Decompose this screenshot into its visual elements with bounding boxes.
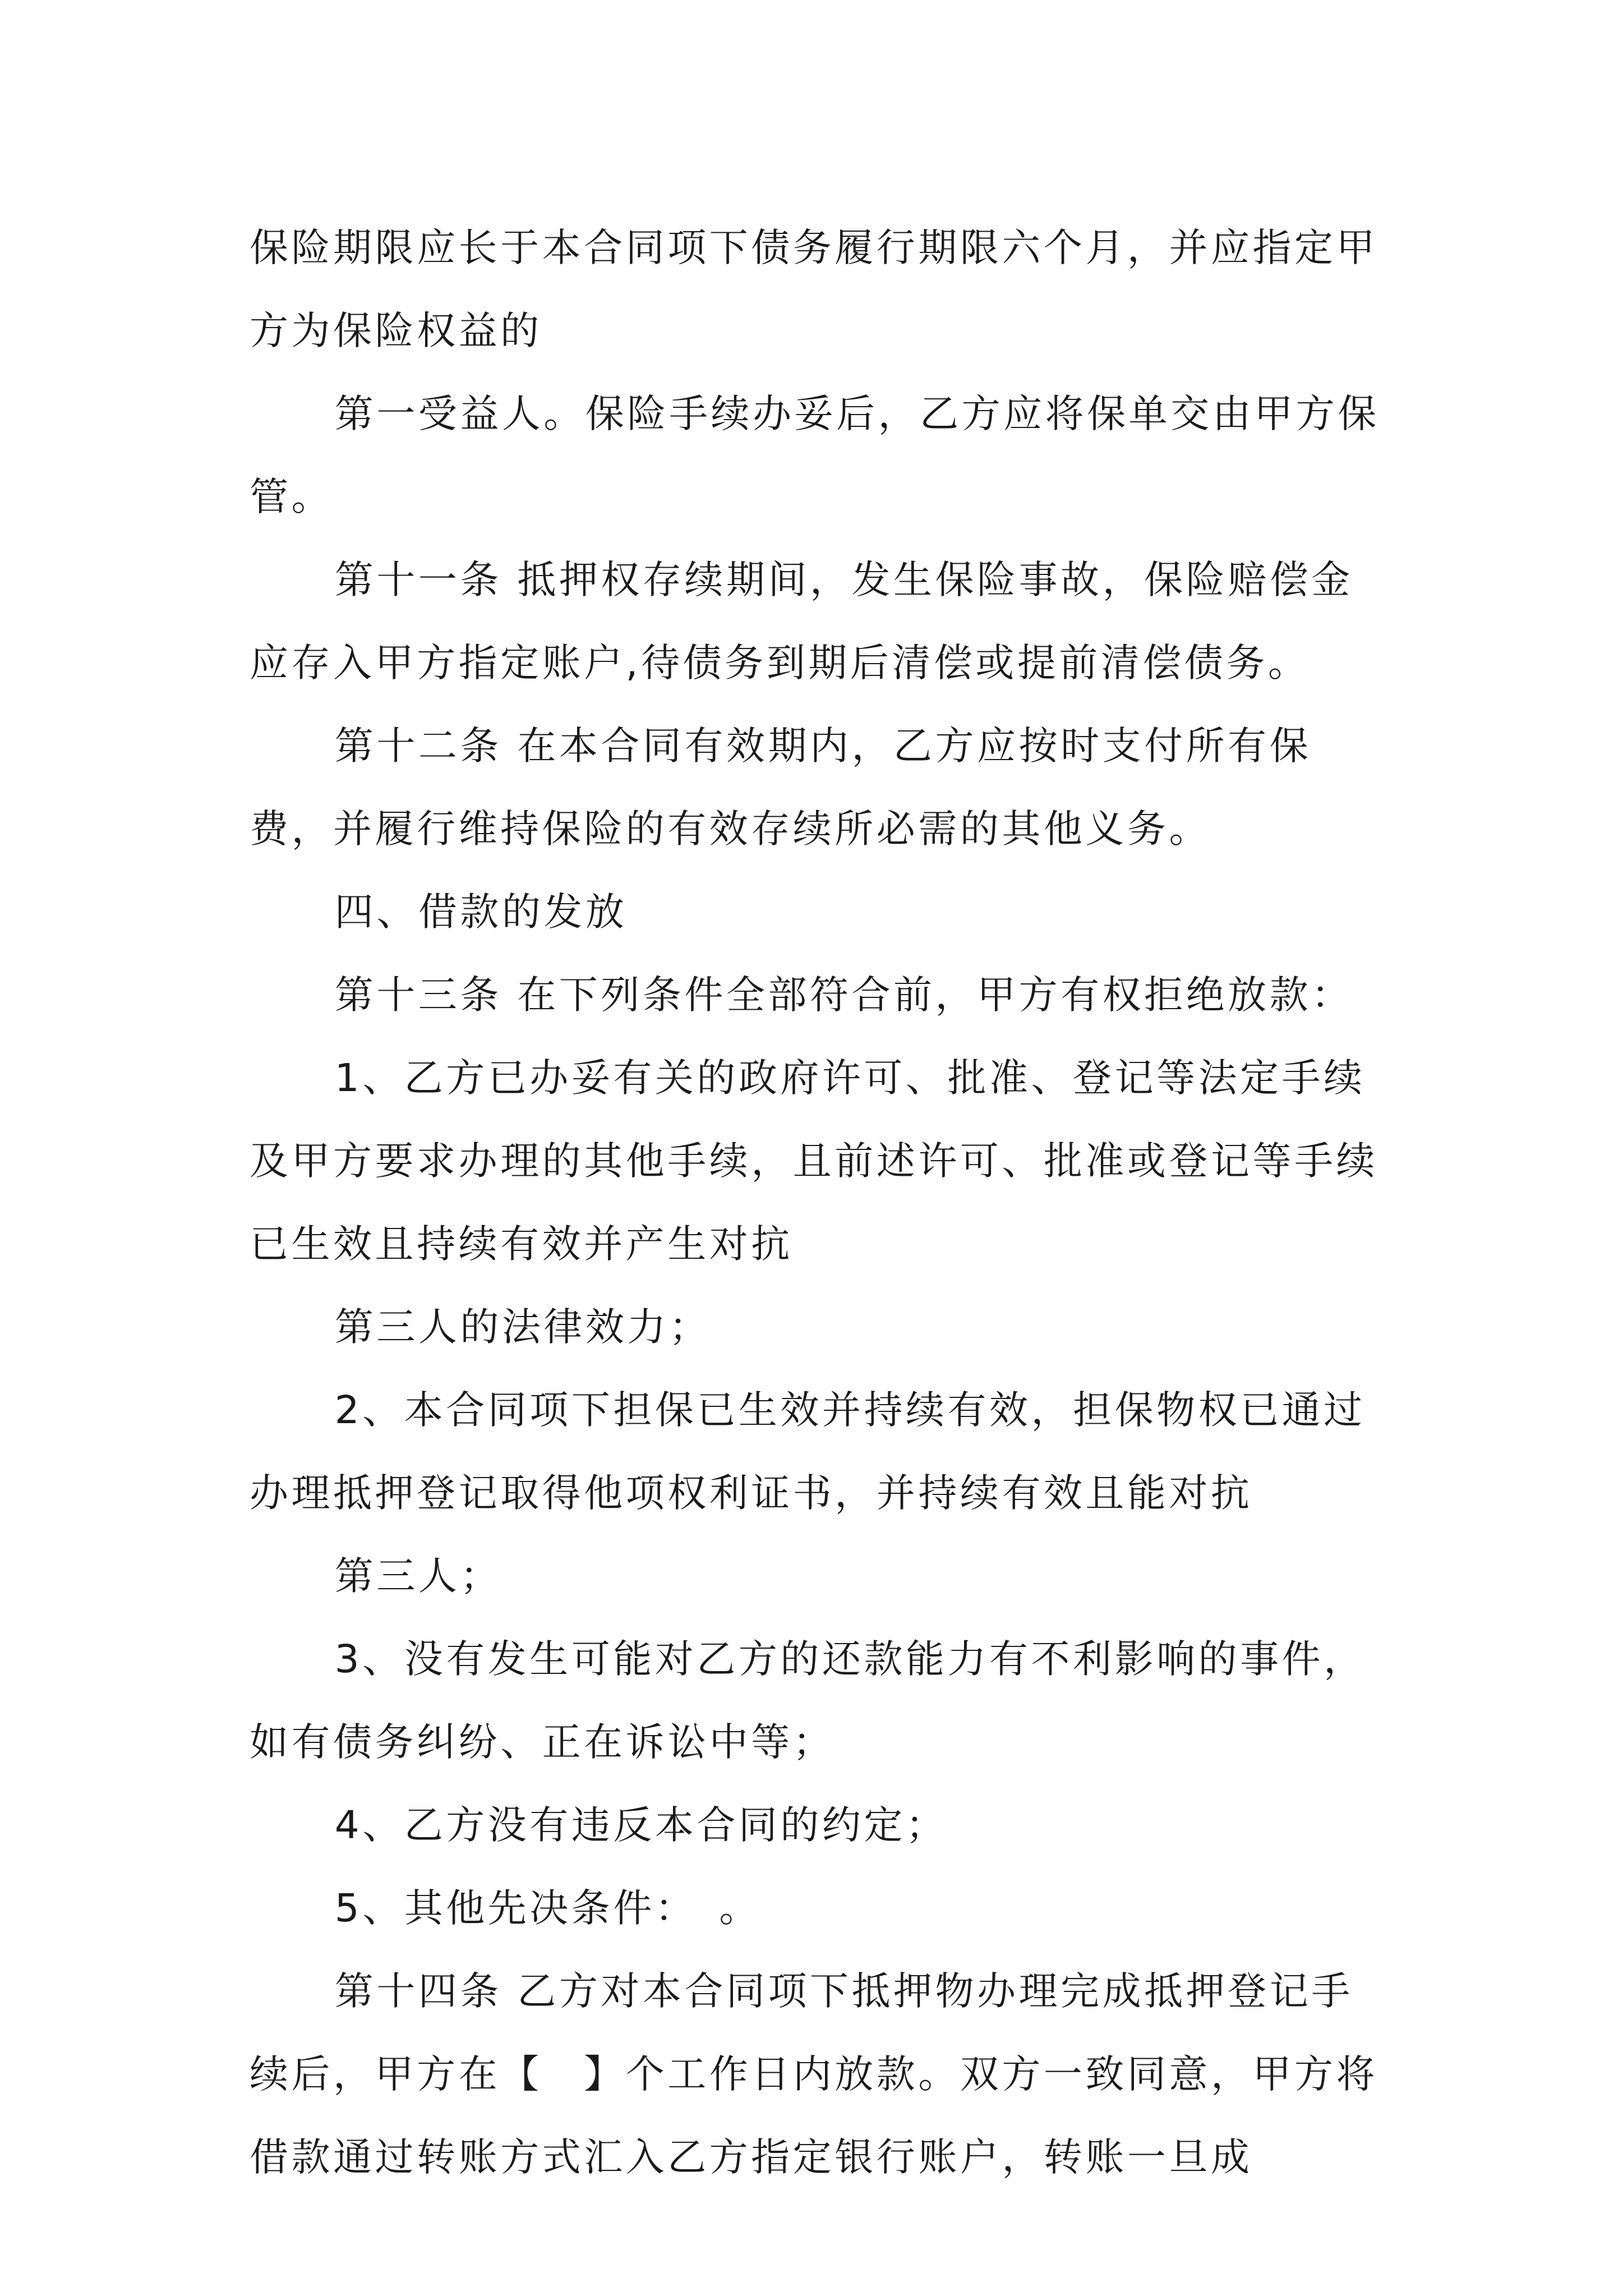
list-item-condition-4: 4、乙方没有违反本合同的约定； xyxy=(334,1803,948,1848)
paragraph-article-13: 第十三条 在下列条件全部符合前，甲方有权拒绝放款： xyxy=(334,973,1353,1018)
paragraph-article-14: 第十四条 乙方对本合同项下抵押物办理完成抵押登记手续后，甲方在【 】个工作日内放款。双方一致同意，甲方将借款通过转账方式汇入乙方指定银行账户，转账一旦成 xyxy=(250,1969,1378,2180)
paragraph-first-beneficiary: 第一受益人。保险手续办妥后，乙方应将保单交由甲方保管。 xyxy=(250,392,1380,519)
paragraph-article-12: 第十二条 在本合同有效期内，乙方应按时支付所有保费，并履行维持保险的有效存续所必需的其他义务。 xyxy=(250,724,1312,852)
list-item-condition-3: 3、没有发生可能对乙方的还款能力有不利影响的事件，如有债务纠纷、正在诉讼中等； xyxy=(250,1637,1366,1765)
paragraph-insurance-term: 保险期限应长于本合同项下债务履行期限六个月，并应指定甲方为保险权益的 xyxy=(250,226,1378,353)
paragraph-article-11: 第十一条 抵押权存续期间，发生保险事故，保险赔偿金应存入甲方指定账户,待债务到期后清偿或提前清偿债务。 xyxy=(250,558,1353,685)
list-item-condition-5: 5、其他先决条件： 。 xyxy=(334,1886,761,1931)
list-item-condition-2: 2、本合同项下担保已生效并持续有效，担保物权已通过办理抵押登记取得他项权利证书，并持续有效且能对抗 xyxy=(250,1388,1366,1516)
section-heading-loan-disbursement: 四、借款的发放 xyxy=(334,890,628,935)
list-item-condition-1-cont: 第三人的法律效力； xyxy=(334,1305,711,1350)
list-item-condition-1: 1、乙方已办妥有关的政府许可、批准、登记等法定手续及甲方要求办理的其他手续，且前述许可、批准或登记等手续已生效且持续有效并产生对抗 xyxy=(250,1056,1378,1267)
document-body xyxy=(250,206,1388,2199)
list-item-condition-2-cont: 第三人； xyxy=(334,1554,502,1599)
